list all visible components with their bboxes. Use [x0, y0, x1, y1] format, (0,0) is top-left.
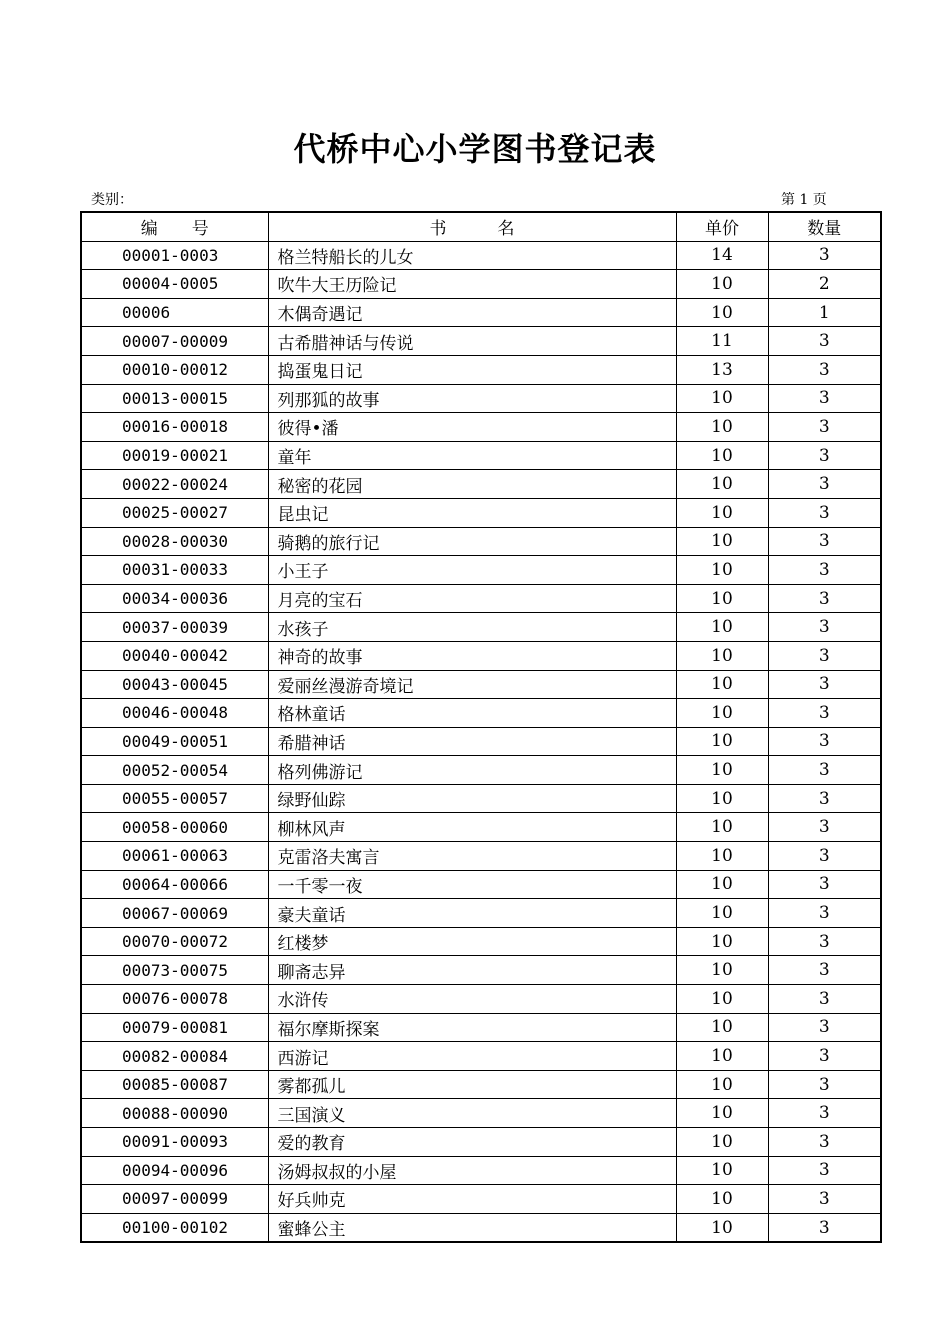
book-price: 14	[676, 241, 768, 270]
table-row	[81, 498, 881, 527]
book-title: 西游记	[268, 1042, 676, 1071]
book-quantity: 3	[768, 1013, 881, 1042]
book-price: 10	[676, 985, 768, 1014]
book-title: 格列佛游记	[268, 756, 676, 785]
book-price: 10	[676, 584, 768, 613]
table-row	[81, 956, 881, 985]
book-quantity: 3	[768, 813, 881, 842]
book-code: 00049-00051	[81, 727, 268, 756]
book-code: 00076-00078	[81, 985, 268, 1014]
book-quantity: 3	[768, 613, 881, 642]
book-title: 月亮的宝石	[268, 584, 676, 613]
book-quantity: 3	[768, 498, 881, 527]
book-quantity: 3	[768, 870, 881, 899]
book-code: 00022-00024	[81, 470, 268, 499]
table-row	[81, 727, 881, 756]
book-title: 一千零一夜	[268, 870, 676, 899]
book-price: 10	[676, 956, 768, 985]
book-quantity: 3	[768, 1213, 881, 1242]
book-quantity: 3	[768, 727, 881, 756]
book-title: 格林童话	[268, 699, 676, 728]
book-price: 10	[676, 470, 768, 499]
book-title: 列那狐的故事	[268, 384, 676, 413]
table-row	[81, 298, 881, 327]
table-row	[81, 870, 881, 899]
book-price: 10	[676, 756, 768, 785]
book-price: 10	[676, 870, 768, 899]
book-code: 00058-00060	[81, 813, 268, 842]
book-quantity: 3	[768, 355, 881, 384]
book-quantity: 3	[768, 556, 881, 585]
book-quantity: 3	[768, 1156, 881, 1185]
page-title: 代桥中心小学图书登记表	[293, 130, 657, 168]
table-row	[81, 1185, 881, 1214]
book-quantity: 3	[768, 756, 881, 785]
book-code: 00019-00021	[81, 441, 268, 470]
book-title: 柳林风声	[268, 813, 676, 842]
book-price: 10	[676, 441, 768, 470]
book-code: 00046-00048	[81, 699, 268, 728]
book-title: 希腊神话	[268, 727, 676, 756]
book-quantity: 3	[768, 470, 881, 499]
book-quantity: 3	[768, 241, 881, 270]
book-title: 彼得•潘	[268, 413, 676, 442]
header-code: 编 号	[81, 212, 268, 241]
book-price: 13	[676, 355, 768, 384]
book-price: 10	[676, 1156, 768, 1185]
book-code: 00082-00084	[81, 1042, 268, 1071]
book-title: 好兵帅克	[268, 1185, 676, 1214]
book-quantity: 3	[768, 985, 881, 1014]
book-title: 蜜蜂公主	[268, 1213, 676, 1242]
book-code: 00088-00090	[81, 1099, 268, 1128]
table-row	[81, 1042, 881, 1071]
book-price: 10	[676, 727, 768, 756]
book-code: 00006	[81, 298, 268, 327]
book-code: 00034-00036	[81, 584, 268, 613]
table-row	[81, 270, 881, 299]
book-price: 10	[676, 641, 768, 670]
table-row	[81, 413, 881, 442]
table-row	[81, 927, 881, 956]
book-price: 10	[676, 842, 768, 871]
table-row	[81, 527, 881, 556]
book-price: 10	[676, 699, 768, 728]
table-row	[81, 384, 881, 413]
book-title: 童年	[268, 441, 676, 470]
category-label: 类别：	[91, 192, 133, 208]
table-row	[81, 613, 881, 642]
table-row	[81, 556, 881, 585]
header-price: 单价	[676, 212, 768, 241]
table-row	[81, 842, 881, 871]
book-quantity: 3	[768, 327, 881, 356]
book-price: 10	[676, 613, 768, 642]
book-quantity: 3	[768, 527, 881, 556]
table-row	[81, 327, 881, 356]
book-quantity: 3	[768, 670, 881, 699]
book-price: 10	[676, 384, 768, 413]
book-title: 骑鹅的旅行记	[268, 527, 676, 556]
book-code: 00064-00066	[81, 870, 268, 899]
book-title: 木偶奇遇记	[268, 298, 676, 327]
book-quantity: 3	[768, 1099, 881, 1128]
table-row	[81, 699, 881, 728]
header-quantity: 数量	[768, 212, 881, 241]
book-code: 00055-00057	[81, 784, 268, 813]
table-row	[81, 1099, 881, 1128]
book-price: 10	[676, 1185, 768, 1214]
book-price: 10	[676, 1013, 768, 1042]
book-title: 绿野仙踪	[268, 784, 676, 813]
book-title: 古希腊神话与传说	[268, 327, 676, 356]
book-code: 00043-00045	[81, 670, 268, 699]
book-title: 水浒传	[268, 985, 676, 1014]
table-row	[81, 1013, 881, 1042]
book-title: 小王子	[268, 556, 676, 585]
table-row	[81, 441, 881, 470]
book-code: 00079-00081	[81, 1013, 268, 1042]
table-row	[81, 1213, 881, 1242]
table-row	[81, 985, 881, 1014]
book-code: 00085-00087	[81, 1070, 268, 1099]
book-title: 聊斋志异	[268, 956, 676, 985]
book-code: 00094-00096	[81, 1156, 268, 1185]
table-row	[81, 1070, 881, 1099]
book-code: 00028-00030	[81, 527, 268, 556]
book-code: 00073-00075	[81, 956, 268, 985]
book-price: 10	[676, 670, 768, 699]
book-code: 00070-00072	[81, 927, 268, 956]
book-title: 格兰特船长的儿女	[268, 241, 676, 270]
book-quantity: 3	[768, 699, 881, 728]
table-row	[81, 813, 881, 842]
book-quantity: 1	[768, 298, 881, 327]
book-quantity: 3	[768, 1070, 881, 1099]
book-price: 10	[676, 1213, 768, 1242]
table-row	[81, 784, 881, 813]
book-quantity: 2	[768, 270, 881, 299]
book-quantity: 3	[768, 784, 881, 813]
book-price: 10	[676, 1128, 768, 1157]
table-row	[81, 1156, 881, 1185]
book-title: 吹牛大王历险记	[268, 270, 676, 299]
book-code: 00031-00033	[81, 556, 268, 585]
book-code: 00052-00054	[81, 756, 268, 785]
book-title: 捣蛋鬼日记	[268, 355, 676, 384]
table-row	[81, 355, 881, 384]
page-number: 第 1 页	[781, 192, 827, 208]
book-quantity: 3	[768, 842, 881, 871]
book-code: 00016-00018	[81, 413, 268, 442]
book-title: 克雷洛夫寓言	[268, 842, 676, 871]
book-code: 00007-00009	[81, 327, 268, 356]
book-code: 00025-00027	[81, 498, 268, 527]
book-price: 10	[676, 813, 768, 842]
book-code: 00037-00039	[81, 613, 268, 642]
table-row	[81, 756, 881, 785]
book-quantity: 3	[768, 584, 881, 613]
book-code: 00004-0005	[81, 270, 268, 299]
book-price: 10	[676, 899, 768, 928]
book-code: 00010-00012	[81, 355, 268, 384]
book-price: 10	[676, 1042, 768, 1071]
book-price: 10	[676, 527, 768, 556]
table-row	[81, 584, 881, 613]
book-title: 昆虫记	[268, 498, 676, 527]
book-title: 爱丽丝漫游奇境记	[268, 670, 676, 699]
book-code: 00100-00102	[81, 1213, 268, 1242]
book-title: 神奇的故事	[268, 641, 676, 670]
book-quantity: 3	[768, 384, 881, 413]
book-title: 汤姆叔叔的小屋	[268, 1156, 676, 1185]
book-title: 豪夫童话	[268, 899, 676, 928]
book-quantity: 3	[768, 1128, 881, 1157]
table-row	[81, 641, 881, 670]
book-price: 10	[676, 927, 768, 956]
book-title: 秘密的花园	[268, 470, 676, 499]
table-row	[81, 241, 881, 270]
book-quantity: 3	[768, 413, 881, 442]
table-row	[81, 670, 881, 699]
book-price: 10	[676, 413, 768, 442]
book-title: 红楼梦	[268, 927, 676, 956]
book-code: 00061-00063	[81, 842, 268, 871]
book-title: 爱的教育	[268, 1128, 676, 1157]
book-title: 三国演义	[268, 1099, 676, 1128]
book-title: 水孩子	[268, 613, 676, 642]
book-title: 福尔摩斯探案	[268, 1013, 676, 1042]
book-price: 10	[676, 270, 768, 299]
header-row	[81, 212, 881, 241]
book-code: 00097-00099	[81, 1185, 268, 1214]
header-name: 书 名	[268, 212, 676, 241]
book-register-table	[80, 211, 882, 1243]
book-quantity: 3	[768, 1185, 881, 1214]
book-code: 00040-00042	[81, 641, 268, 670]
book-quantity: 3	[768, 927, 881, 956]
book-code: 00001-0003	[81, 241, 268, 270]
table-row	[81, 1128, 881, 1157]
book-price: 10	[676, 784, 768, 813]
book-quantity: 3	[768, 956, 881, 985]
book-price: 10	[676, 556, 768, 585]
book-code: 00091-00093	[81, 1128, 268, 1157]
book-price: 10	[676, 1099, 768, 1128]
book-price: 11	[676, 327, 768, 356]
book-quantity: 3	[768, 899, 881, 928]
book-code: 00067-00069	[81, 899, 268, 928]
book-price: 10	[676, 1070, 768, 1099]
book-code: 00013-00015	[81, 384, 268, 413]
book-quantity: 3	[768, 441, 881, 470]
book-quantity: 3	[768, 641, 881, 670]
book-title: 雾都孤儿	[268, 1070, 676, 1099]
book-quantity: 3	[768, 1042, 881, 1071]
table-row	[81, 899, 881, 928]
book-price: 10	[676, 498, 768, 527]
book-price: 10	[676, 298, 768, 327]
table-row	[81, 470, 881, 499]
